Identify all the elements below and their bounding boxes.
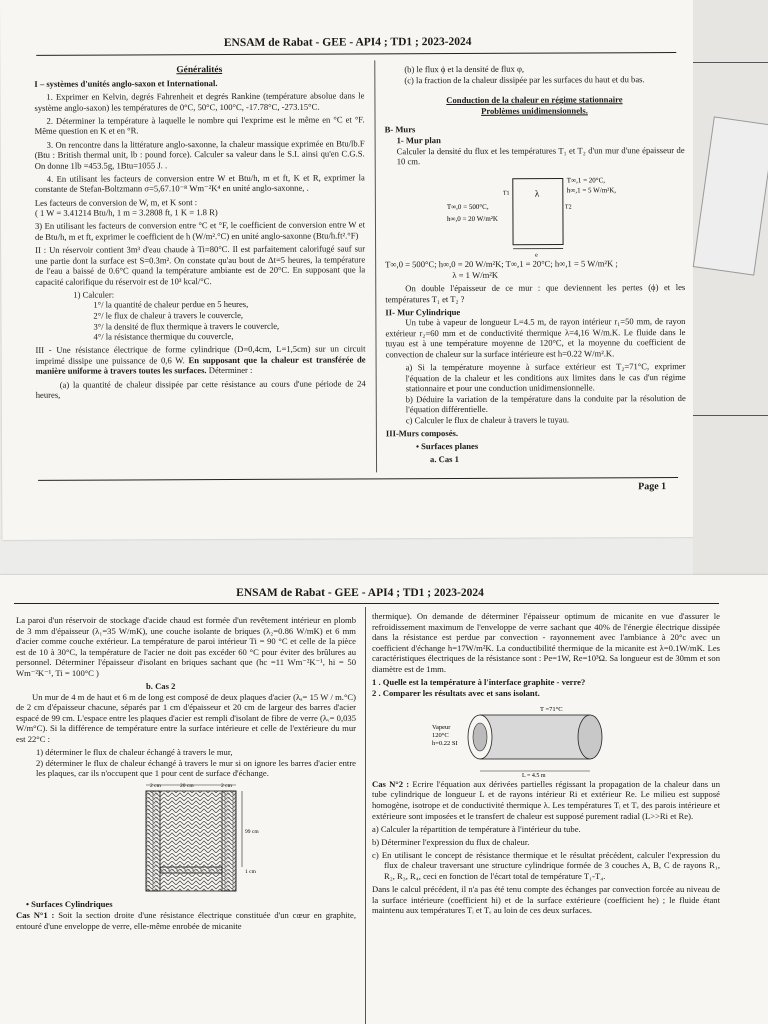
page-header: ENSAM de Rabat - GEE - API4 ; TD1 ; 2023-2024 <box>223 35 472 50</box>
tinf0-label: T∞,0 = 500°C, <box>446 203 489 212</box>
header-rule <box>36 52 676 56</box>
paragraph <box>16 910 356 931</box>
subsection-heading: III-Murs composés. <box>385 428 459 439</box>
list-item: c) Calculer le flux de chaleur à travers le tuyau. <box>405 414 570 426</box>
steel-bar <box>160 867 222 873</box>
list-item: 4°/ la résistance thermique du couvercle, <box>93 331 234 342</box>
list-item: • Surfaces Cylindriques <box>26 899 113 910</box>
paragraph: Un mur de 4 m de haut et 6 m de long est composé de deux plaques d'acier (λₐ= 15 W / m.°C) de 2 cm d'épaisseur chacune, séparés par 1 cm d'épaisseur et 20 cm de largeur des barres d'acier espacé de 99 cm. L'espace entre les plaques d'acier est rempli d'isolant de fibre de verre (λᵥ= 0,035 W/m°C). Si la différence de température entre la surface intérieure et celle de l'extérieure du mur est 22°C : <box>16 691 356 745</box>
left-column <box>34 64 365 403</box>
page-header: ENSAM de Rabat - GEE - API4 ; TD1 ; 2023-2024 <box>236 587 484 599</box>
cas-label: Cas N°1 : <box>16 910 55 920</box>
surfaces-cyl-label: Surfaces Cylindriques <box>31 899 113 910</box>
list-item: (b) le flux ϕ et la densité de flux φ, <box>404 63 525 75</box>
list-item: 3°/ la densité de flux thermique à travers le couvercle, <box>93 320 280 332</box>
list-item: c) En utilisant le concept de résistance thermique et le résultat précédent, calculer l'expression du flux de chaleur traversant une structure cylindrique formée de 3 couches A, B, C de rayons R₁, R₂, R₃, R₄, ceci en fonction de l'écart total de température T₁-T₄. <box>372 849 720 881</box>
subsection-heading: 1- Mur plan <box>396 135 441 146</box>
list-item: 1) déterminer le flux de chaleur échangé à travers le mur, <box>36 747 233 758</box>
lambda-label: λ <box>534 188 540 199</box>
data-line: λ = 1 W/m²K <box>452 269 499 280</box>
t1-label: T1 <box>502 191 510 198</box>
cas-text: Ecrire l'équation aux dérivées partielles régissant la propagation de la chaleur dans un tube cylindrique de longueur L et de rayons intérieur Ri et extérieur Re. Le milieu est supposé homogène, isotrope et de conductivité thermique λ. Les températures Tᵢ et Tₑ des parois intérieure et extérieure sont imposées et le transfert de chaleur est supposé purement radial (L>>Ri et Re). <box>372 778 720 821</box>
problem-iii <box>36 344 366 377</box>
page-number: Page 1 <box>638 481 667 493</box>
dim-label: 20 cm <box>180 783 194 790</box>
column-divider <box>374 60 377 472</box>
question: 1. Exprimer en Kelvin, degrés Fahrenheit et degrés Rankine (température absolue dans le système anglo-saxon) les températures de 0°C, 50°C, 100°C, -17.78°C, -273.15°C. <box>34 90 365 113</box>
section-title: Généralités <box>176 65 223 76</box>
problem-iii-text: III - Une résistance électrique de forme cylindrique (D=0,4cm, L=1,5cm) sur un circuit imprimé dissipe une puissance de 0,6 W. <box>35 343 366 366</box>
e-label: e <box>535 252 538 259</box>
document-page-1 <box>0 0 697 540</box>
steam-temp: 120°C <box>432 731 449 739</box>
question: 4. En utilisant les facteurs de conversion entre W et Btu/h, m et ft, K et R, exprimer la constante de Stefan-Boltzmann σ=5,67.10⁻⁸ Wm⁻²K⁴ en unité anglo-saxonne, . <box>34 172 365 195</box>
tube-body <box>480 715 590 759</box>
cas-label: Cas N°2 : <box>372 778 410 789</box>
dim-label: 99 cm <box>245 829 259 836</box>
tube-figure <box>372 701 720 779</box>
list-item: 1°/ la quantité de chaleur perdue en 5 heures, <box>93 299 249 310</box>
dim-label: 1 cm <box>245 869 256 876</box>
dim-label: 2 cm <box>150 783 161 790</box>
question: 2 . Comparer les résultats avec et sans isolant. <box>372 687 540 698</box>
data-line: T∞,0 = 500°C; h∞,0 = 20 W/m²K; T∞,1 = 20°C; h∞,1 = 5 W/m²K ; <box>385 258 618 270</box>
section-title: Conduction de la chaleur en régime stationnaire <box>446 94 623 106</box>
length-label: L = 4.5 m <box>522 772 546 779</box>
paragraph: Dans le calcul précédent, il n'a pas été tenu compte des échanges par convection forcée au niveau de la surface intérieure (coefficient hi) et de la surface extérieure (coefficient he) ; le fluide étant maintenu aux températures Tᵢ et Tₑ au loin de ces deux surfaces. <box>372 884 720 916</box>
problem-iii-bold: En supposant que la chaleur est transférée de manière uniforme à travers toutes les surfaces. <box>35 354 366 377</box>
left-column <box>16 615 356 934</box>
subsection-heading: b. Cas 2 <box>146 681 176 692</box>
paragraph: Un tube à vapeur de longueur L=4.5 m, de rayon intérieur r₁=50 mm, de rayon extérieur r₂=60 mm et de conductivité thermique λ=4,16 W/m.K. Le fluide dans le tuyau est à une température moyenne de 120°C, et la moyenne du coefficient de convection de chaleur sur la surface intérieure est h=0.22 W/m².K. <box>385 316 686 360</box>
factors: ( 1 W = 3.41214 Btu/h, 1 m = 3.2808 ft, 1 K = 1.8 R) <box>34 207 218 218</box>
question: 1 . Quelle est la température à l'interface graphite - verre? <box>372 677 586 688</box>
steel-plate-right <box>222 791 236 891</box>
paragraph: thermique). On demande de déterminer l'épaisseur optimum de micanite en vue d'assurer le refroidissement maximum de l'enveloppe de verre sachant que 40% de l'énergie électrique dissipée dans la résistance est perdue par convection - rayonnement avec l'ambiance à 20°c avec un coefficient d'échange h=17W/m²K. La conductibilité thermique de la micanite est λ=0.1W/mK. Les caractéristiques électriques de la résistance sont : Pe=1W, Re=10³Ω. Sa longueur est de 30mm et son diamètre est de 1mm. <box>372 611 720 674</box>
list-item: a) Si la température moyenne à surface extérieur est T₂=71°C, exprimer l'équation de la chaleur et les conditions aux limites dans le cas d'un régime stationnaire et pour une conduction unidimensionnelle. <box>405 361 686 394</box>
h1-label: h∞,1 = 5 W/m²K, <box>566 186 617 195</box>
paragraph <box>372 779 720 821</box>
problem-ii: II : Un réservoir contient 3m³ d'eau chaude à Ti=80°C. Il est parfaitement calorifugé sauf sur une partie dont la surface est S=0.3m². On constate qu'au bout de Δt=5 heures, la température de l'eau a baissé de 0.6°C quand la température ambiante est de 20°C. En supposant que la capacité calorifique du réservoir est de 10³ kcal/°C. <box>35 243 366 287</box>
surfaces-planes-label: Surfaces planes <box>421 441 479 452</box>
calc-label: 1) Calculer: <box>73 289 115 300</box>
list-item: a. Cas 1 <box>429 454 459 465</box>
right-column <box>384 63 686 468</box>
steam-h: h=0.22 SI <box>432 739 458 747</box>
problem-iii-end: Déterminer : <box>208 365 253 376</box>
dim-label: 2 cm <box>221 783 232 790</box>
list-item: (a) la quantité de chaleur dissipée par cette résistance au cours d'une période de 24 heures, <box>35 377 366 400</box>
right-column <box>372 611 720 918</box>
question: 2. Déterminer la température à laquelle le nombre qui l'exprime est le même en °C et °F. Même question en K et en °R. <box>34 114 365 137</box>
footer-rule <box>38 477 678 481</box>
section-heading: B- Murs <box>384 124 416 135</box>
question: 3) En utilisant les facteurs de conversion entre °C et °F, le coefficient de conversion entre W et de Btu/h, m et ft, exprimer le coefficient de h (W/m².°C) en unité anglo-saxonne (Btu/h.ft².°F) <box>34 219 366 242</box>
header-rule <box>14 603 719 604</box>
section-heading: I – systèmes d'unités anglo-saxon et International. <box>34 78 218 89</box>
paragraph: La paroi d'un réservoir de stockage d'acide chaud est formée d'un revêtement intérieur en plomb de 3 mm d'épaisseur (λ₁=35 W/mK), une couche isolante de briques (λ₂=0.86 W/mK) et 6 mm d'acier comme couche extérieur. La température de paroi intérieur Ti = 90 °C et celle de la pièce est de 10 à 30°C, la température de l'acier ne doit pas excéder 60 °C pour éviter des brûlures au personnel. Déterminer l'épaisseur d'isolant en briques sachant que (hc =11 Wm⁻²K⁻¹, hi = 50 Wm⁻²K⁻¹, Ti = 100°C ) <box>16 615 356 678</box>
h0-label: h∞,0 = 20 W/m²K <box>446 215 498 224</box>
steel-plate-left <box>146 791 160 891</box>
t2-label: T2 <box>564 204 572 211</box>
steam-label: Vapeur <box>432 723 451 731</box>
question: 3. On rencontre dans la littérature anglo-saxonne, la chaleur massique exprimée en Btu/lb.F (Btu : British thermal unit, lb : pound force). Calculer sa valeur dans le S.I. ainsi qu'en C.G.S. On donne 1lb =453.5g, 1Btu=1055 J. . <box>34 137 365 171</box>
factors-title: Les facteurs de conversion de W, m, et K sont : <box>34 196 198 208</box>
list-item: 2) déterminer le flux de chaleur échangé à travers le mur si on ignore les barres d'acier entre les plaques, car ils n'occupent que 1 pour cent de surface d'échange. <box>36 757 356 779</box>
tinf1-label: T∞,1 = 20°C, <box>566 176 605 185</box>
cas-text: Soit la section droite d'une résistance électrique constituée d'un cœur en graphite, entouré d'une enveloppe de verre, elle-même enrobée de micanite <box>16 910 356 931</box>
list-item: • Surfaces planes <box>415 441 479 452</box>
list-item: (c) la fraction de la chaleur dissipée par les surfaces du haut et du bas. <box>404 73 645 85</box>
list-item: 2°/ le flux de chaleur à travers le couvercle, <box>93 309 244 321</box>
subsection-heading: II- Mur Cylindrique <box>385 306 461 317</box>
paragraph: On double l'épaisseur de ce mur : que deviennent les pertes (ϕ) et les températures T₁ et T₂ ? <box>385 281 686 304</box>
composite-wall-figure <box>16 781 356 897</box>
paragraph: Calculer la densité du flux et les températures T₁ et T₂ d'un mur d'une épaisseur de 10 cm. <box>396 144 685 167</box>
document-page-2 <box>0 575 768 1024</box>
section-title: Problèmes unidimensionnels. <box>481 105 588 116</box>
list-item: b) Déterminer l'expression du flux de chaleur. <box>372 836 530 847</box>
plane-wall-figure <box>385 168 685 259</box>
list-item: a) Calculer la répartition de température à l'intérieur du tube. <box>372 823 581 834</box>
background-scrap <box>693 0 768 575</box>
column-divider <box>365 607 366 1024</box>
list-item: b) Déduire la variation de la température dans la conduite par la résolution de l'équation différentielle. <box>405 392 686 415</box>
temp-label: T =71°C <box>540 705 563 713</box>
